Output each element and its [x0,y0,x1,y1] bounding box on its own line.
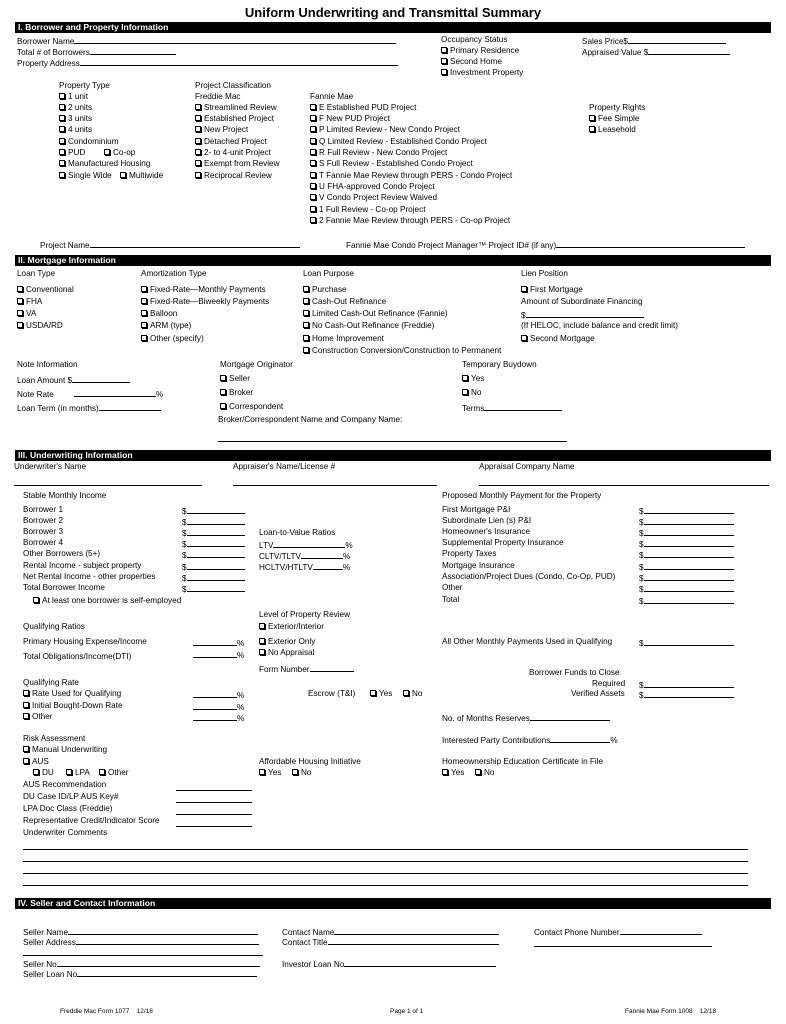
broker-name-label: Broker/Correspondent Name and Company Name: [218,415,403,424]
temporary-buydown-label: Temporary Buydown [462,360,537,369]
income-row-label: Other Borrowers (5+) [23,549,101,558]
buydown-terms-field[interactable]: Terms [462,403,562,413]
total-obligations-label: Total Obligations/Income(DTI) [23,652,132,661]
payment-row-field[interactable]: $ [639,539,734,549]
freddie-6-checkbox[interactable]: Reciprocal Review [195,172,272,180]
purpose-1-checkbox[interactable]: Cash-Out Refinance [303,298,386,306]
homeownership-edu-label: Homeownership Education Certificate in File [442,757,604,766]
appraiser-name-line[interactable] [233,485,437,486]
aus-recommendation-label: AUS Recommendation [23,780,107,789]
freddie-5-checkbox[interactable]: Exempt from Review [195,160,280,168]
amort-2-checkbox[interactable]: Balloon [141,310,177,318]
lpa-doc-class-line[interactable] [176,814,252,815]
property-address-field[interactable]: Property Address [17,58,398,68]
subordinate-financing-field[interactable]: $ [521,310,644,320]
ptype-multiwide-checkbox[interactable]: Multiwide [120,172,163,180]
freddie-0-checkbox[interactable]: Streamlined Review [195,104,277,112]
uw-comments-label: Underwriter Comments [23,828,108,837]
property-type-label: Property Type [59,81,110,90]
form-number-field[interactable]: Form Number [259,664,354,674]
affordable-yes-checkbox[interactable]: Yes [259,769,281,777]
payment-row-label: Mortgage Insurance [442,561,515,570]
payment-row-field[interactable]: $ [639,528,734,538]
buydown-no-checkbox[interactable]: No [462,389,481,397]
payment-row-field[interactable]: $ [639,517,734,527]
uw-comments-line-4[interactable] [23,885,748,886]
manual-uw-checkbox[interactable]: Manual Underwriting [23,746,107,754]
fannie-0-checkbox[interactable]: E Established PUD Project [310,104,416,112]
ptype-pud-checkbox[interactable]: PUD [59,149,85,157]
du-case-id-label: DU Case ID/LP AUS Key# [23,792,119,801]
freddie-4-checkbox[interactable]: 2- to 4-unit Project [195,149,271,157]
ltype-va-checkbox[interactable]: VA [17,310,36,318]
appraisal-company-line[interactable] [479,485,769,486]
credit-score-label: Representative Credit/Indicator Score [23,816,160,825]
seller-name-field[interactable]: Seller Name [23,927,258,937]
ltype-fha-checkbox[interactable]: FHA [17,298,42,306]
first-mortgage-checkbox[interactable]: First Mortgage [521,286,583,294]
footer-right: Fannie Mae Form 1008 12/18 [625,1008,717,1015]
aus-checkbox[interactable]: AUS [23,758,49,766]
qualifying-rate-label: Qualifying Rate [23,678,79,687]
fannie-8-checkbox[interactable]: V Condo Project Review Waived [310,194,437,202]
qrate-2-field[interactable]: % [193,713,244,723]
total-borrowers-field[interactable]: Total # of Borrowers [17,47,176,57]
fannie-10-checkbox[interactable]: 2 Fannie Mae Review through PERS - Co-op Project [310,217,510,225]
level-review-label: Level of Property Review [259,610,351,619]
income-row-field[interactable]: $ [182,506,245,516]
occ-investment-checkbox[interactable]: Investment Property [441,69,523,77]
fannie-mae-label: Fannie Mae [310,92,354,101]
second-mortgage-checkbox[interactable]: Second Mortgage [521,335,595,343]
appraised-value-field[interactable]: Appraised Value $ [582,47,730,57]
escrow-no-checkbox[interactable]: No [403,690,422,698]
income-row-field[interactable]: $ [182,584,245,594]
ptype-1-checkbox[interactable]: 1 unit [59,93,88,101]
stable-income-label: Stable Monthly Income [23,491,107,500]
section-2-header: II. Mortgage Information [15,255,771,266]
contact-phone-field[interactable]: Contact Phone Number [534,927,702,937]
payment-row-label: Property Taxes [442,549,497,558]
review-exterior-only-checkbox[interactable]: Exterior Only [259,638,315,646]
ltv-field[interactable]: LTV % [259,541,353,550]
cltv-field[interactable]: CLTV/TLTV % [259,552,351,561]
income-row-label: Borrower 4 [23,538,64,547]
uw-comments-line-2[interactable] [23,861,748,862]
fannie-6-checkbox[interactable]: T Fannie Mae Review through PERS - Condo Project [310,172,512,180]
income-row-label: Borrower 2 [23,516,64,525]
uw-comments-line-3[interactable] [23,873,748,874]
amortization-type-label: Amortization Type [141,269,207,278]
verified-assets-field[interactable]: $ [639,690,734,700]
heloc-note: (If HELOC, include balance and credit limit) [521,321,678,330]
contact-phone-line-2[interactable] [534,946,712,947]
lien-position-label: Lien Position [521,269,568,278]
all-other-payments-field[interactable]: $ [639,638,734,648]
homeownership-no-checkbox[interactable]: No [475,769,494,777]
income-row-label: Total Borrower Income [23,583,105,592]
payment-row-label: Other [442,583,463,592]
loan-term-field[interactable]: Loan Term (in months) [17,403,161,413]
footer-center: Page 1 of 1 [390,1008,424,1015]
seller-address-field[interactable]: Seller Address [23,937,259,947]
fannie-3-checkbox[interactable]: Q Limited Review - Established Condo Project [310,138,487,146]
broker-name-line[interactable] [218,441,567,442]
seller-no-field[interactable]: Seller No [23,959,260,969]
amort-0-checkbox[interactable]: Fixed-Rate—Monthly Payments [141,286,266,294]
review-exterior-interior-checkbox[interactable]: Exterior/Interior [259,623,324,631]
ltype-usda-checkbox[interactable]: USDA/RD [17,322,63,330]
form-title: Uniform Underwriting and Transmittal Summary [244,5,542,20]
sales-price-field[interactable]: Sales Price$ [582,36,726,46]
total-obligations-field[interactable]: % [193,650,244,660]
ptype-4-checkbox[interactable]: 4 units [59,126,92,134]
ptype-3-checkbox[interactable]: 3 units [59,115,92,123]
required-label: Required [592,679,626,688]
mortgage-originator-label: Mortgage Originator [220,360,293,369]
payment-row-label: Total [442,595,460,604]
investor-loan-no-field[interactable]: Investor Loan No [282,959,496,969]
fannie-2-checkbox[interactable]: P Limited Review - New Condo Project [310,126,460,134]
contact-name-field[interactable]: Contact Name [282,927,499,937]
underwriter-name-label: Underwriter's Name [14,462,87,471]
section-3-header: III. Underwriting Information [15,450,771,461]
payment-row-field[interactable]: $ [639,562,734,572]
qrate-2-checkbox[interactable]: Other [23,713,52,721]
underwriter-name-line[interactable] [14,485,202,486]
income-row-field[interactable]: $ [182,539,245,549]
occ-primary-checkbox[interactable]: Primary Residence [441,47,519,55]
income-row-field[interactable]: $ [182,550,245,560]
purpose-2-checkbox[interactable]: Limited Cash-Out Refinance (Fannie) [303,310,448,318]
income-row-field[interactable]: $ [182,528,245,538]
affordable-housing-label: Affordable Housing Initiative [259,757,361,766]
purpose-0-checkbox[interactable]: Purchase [303,286,347,294]
amort-3-checkbox[interactable]: ARM (type) [141,322,191,330]
qrate-1-field[interactable]: % [193,702,244,712]
aus-other-checkbox[interactable]: Other [99,769,128,777]
freddie-2-checkbox[interactable]: New Project [195,126,248,134]
fannie-5-checkbox[interactable]: S Full Review - Established Condo Project [310,160,473,168]
interested-party-field[interactable]: Interested Party Contributions % [442,736,618,745]
qrate-0-field[interactable]: % [193,690,244,700]
borrower-funds-label: Borrower Funds to Close [529,668,620,677]
ptype-condo-checkbox[interactable]: Condominium [59,138,119,146]
qualifying-ratios-label: Qualifying Ratios [23,622,85,631]
buydown-yes-checkbox[interactable]: Yes [462,375,484,383]
seller-loan-no-field[interactable]: Seller Loan No [23,969,257,979]
du-case-id-line[interactable] [176,802,252,803]
loan-type-label: Loan Type [17,269,56,278]
occ-second-checkbox[interactable]: Second Home [441,58,502,66]
ptype-2-checkbox[interactable]: 2 units [59,104,92,112]
lpa-checkbox[interactable]: LPA [66,769,90,777]
appraisal-company-label: Appraisal Company Name [479,462,575,471]
purpose-4-checkbox[interactable]: Home Improvement [303,335,384,343]
payment-row-field[interactable]: $ [639,550,734,560]
qrate-1-checkbox[interactable]: Initial Bought-Down Rate [23,702,123,710]
note-information-label: Note Information [17,360,78,369]
affordable-no-checkbox[interactable]: No [292,769,311,777]
credit-score-line[interactable] [176,826,252,827]
uw-comments-line-1[interactable] [23,849,748,850]
escrow-yes-checkbox[interactable]: Yes [370,690,392,698]
income-row-field[interactable]: $ [182,573,245,583]
orig-seller-checkbox[interactable]: Seller [220,375,250,383]
purpose-3-checkbox[interactable]: No Cash-Out Refinance (Freddie) [303,322,434,330]
loan-purpose-label: Loan Purpose [303,269,354,278]
qrate-0-checkbox[interactable]: Rate Used for Qualifying [23,690,121,698]
loan-amount-field[interactable]: Loan Amount $ [17,375,130,385]
income-row-label: Rental Income - subject property [23,561,142,570]
seller-address-line-2[interactable] [23,955,263,956]
contact-title-field[interactable]: Contact Title [282,937,499,947]
payment-row-field[interactable]: $ [639,506,734,516]
fannie-7-checkbox[interactable]: U FHA-approved Condo Project [310,183,435,191]
project-classification-label: Project Classification [195,81,271,90]
payment-row-field[interactable]: $ [639,584,734,594]
months-reserves-field[interactable]: No. of Months Reserves [442,713,610,723]
borrower-name-field[interactable]: Borrower Name [17,36,396,46]
income-row-label: Borrower 3 [23,527,64,536]
lpa-doc-class-label: LPA Doc Class (Freddie) [23,804,113,813]
ptype-manufactured-checkbox[interactable]: Manufactured Housing [59,160,150,168]
property-rights-label: Property Rights [589,103,646,112]
freddie-3-checkbox[interactable]: Detached Project [195,138,267,146]
all-other-payments-label: All Other Monthly Payments Used in Qualifying [442,637,613,646]
income-row-label: Net Rental Income - other properties [23,572,156,581]
fannie-9-checkbox[interactable]: 1 Full Review - Co-op Project [310,206,425,214]
payment-row-label: Association/Project Dues (Condo, Co-Op, PUD) [442,572,616,581]
payment-row-field[interactable]: $ [639,596,734,606]
income-row-field[interactable]: $ [182,517,245,527]
payment-row-field[interactable]: $ [639,573,734,583]
review-no-appraisal-checkbox[interactable]: No Appraisal [259,649,314,657]
section-1-header: I. Borrower and Property Information [15,22,771,33]
ptype-coop-checkbox[interactable]: Co-op [104,149,135,157]
verified-assets-label: Verified Assets [571,689,625,698]
section-4-header: IV. Seller and Contact Information [15,898,771,909]
ptype-singlewide-checkbox[interactable]: Single Wide [59,172,112,180]
amort-4-checkbox[interactable]: Other (specify) [141,335,204,343]
orig-correspondent-checkbox[interactable]: Correspondent [220,403,283,411]
orig-broker-checkbox[interactable]: Broker [220,389,253,397]
escrow-label: Escrow (T&I) [308,689,356,698]
required-field[interactable]: $ [639,680,734,690]
payment-row-label: First Mortgage P&I [442,505,511,514]
proposed-payment-label: Proposed Monthly Payment for the Property [442,491,602,500]
project-name-field[interactable]: Project Name [40,240,300,250]
ltv-ratios-label: Loan-to-Value Ratios [259,528,336,537]
fannie-1-checkbox[interactable]: F New PUD Project [310,115,390,123]
footer-left: Freddie Mac Form 1077 12/18 [60,1008,153,1015]
purpose-5-checkbox[interactable]: Construction Conversion/Construction to Permanent [303,347,501,355]
amort-1-checkbox[interactable]: Fixed-Rate—Biweekly Payments [141,298,269,306]
freddie-1-checkbox[interactable]: Established Project [195,115,274,123]
risk-assessment-label: Risk Assessment [23,734,86,743]
occupancy-status-label: Occupancy Status [441,35,508,44]
rights-leasehold-checkbox[interactable]: Leasehold [589,126,636,134]
aus-recommendation-line[interactable] [176,790,252,791]
housing-expense-label: Primary Housing Expense/Income [23,637,147,646]
housing-expense-field[interactable]: % [193,638,244,648]
income-row-field[interactable]: $ [182,562,245,572]
freddie-mac-label: Freddie Mac [195,92,241,101]
appraiser-name-label: Appraiser's Name/License # [233,462,336,471]
fannie-4-checkbox[interactable]: R Full Review - New Condo Project [310,149,447,157]
payment-row-label: Supplemental Property Insurance [442,538,564,547]
homeownership-yes-checkbox[interactable]: Yes [442,769,464,777]
du-checkbox[interactable]: DU [33,769,54,777]
rights-fee-simple-checkbox[interactable]: Fee Simple [589,115,639,123]
condo-project-id-field[interactable]: Fannie Mae Condo Project Manager™ Project ID# (if any) [346,240,745,250]
self-employed-checkbox[interactable]: At least one borrower is self-employed [33,597,181,605]
payment-row-label: Homeowner's Insurance [442,527,531,536]
ltype-conventional-checkbox[interactable]: Conventional [17,286,74,294]
income-row-label: Borrower 1 [23,505,64,514]
hcltv-field[interactable]: HCLTV/HTLTV % [259,563,351,572]
note-rate-field[interactable]: Note Rate % [17,390,164,399]
subordinate-financing-label: Amount of Subordinate Financing [521,297,643,306]
payment-row-label: Subordinate Lien (s) P&I [442,516,532,525]
